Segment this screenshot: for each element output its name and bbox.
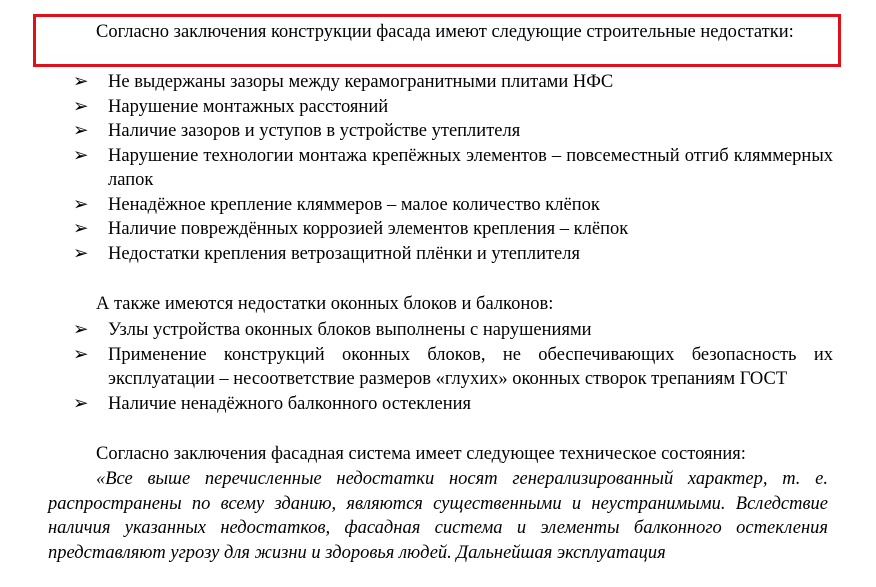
list-item: ➢ Узлы устройства оконных блоков выполнены с нарушениями — [73, 318, 833, 343]
arrow-bullet-icon: ➢ — [73, 219, 89, 239]
arrow-bullet-icon: ➢ — [73, 194, 89, 215]
arrow-bullet-icon: ➢ — [73, 320, 89, 340]
arrow-bullet-icon: ➢ — [73, 243, 89, 264]
arrow-bullet-icon: ➢ — [73, 121, 89, 141]
facade-defects-list — [73, 70, 833, 266]
windows-intro: А также имеются недостатки оконных блоков и балконов: — [96, 294, 554, 314]
window-defects-list — [73, 318, 833, 416]
list-item: ➢ Ненадёжное крепление кляммеров – малое количество клёпок — [73, 193, 833, 218]
quote-paragraph: «Все выше перечисленные недостатки носят генерализированный характер, т. е. распространены по всему зданию, являются существенными и неустранимыми. Вследствие наличия указанных недостатков, фасадная система и элементы балконного остекления представляют угрозу для жизни и здоровья людей. Дальнейшая эксплуатация — [48, 469, 828, 563]
conclusion-paragraph: Согласно заключения фасадная система имеет следующее техническое состояния: — [96, 444, 746, 464]
list-item: ➢ Недостатки крепления ветрозащитной плёнки и утеплителя — [73, 242, 833, 267]
arrow-bullet-icon: ➢ — [73, 72, 89, 92]
arrow-bullet-icon: ➢ — [73, 344, 89, 365]
arrow-bullet-icon: ➢ — [73, 96, 89, 117]
intro-paragraph: Согласно заключения конструкции фасада имеют следующие строительные недостатки: — [96, 22, 794, 42]
arrow-bullet-icon: ➢ — [73, 145, 89, 166]
list-item: ➢ Наличие ненадёжного балконного остекления — [73, 392, 833, 417]
list-item: ➢ Применение конструкций оконных блоков, не обеспечивающих безопасность их эксплуатации – несоответствие размеров «глухих» оконных створок трепаниям ГОСТ — [73, 344, 833, 389]
list-item: ➢ Не выдержаны зазоры между керамогранитными плитами НФС — [73, 70, 833, 95]
list-item: ➢ Нарушение монтажных расстояний — [73, 95, 833, 120]
arrow-bullet-icon: ➢ — [73, 393, 89, 414]
list-item: ➢ Наличие повреждённых коррозией элементов крепления – клёпок — [73, 217, 833, 242]
list-item: ➢ Нарушение технологии монтажа крепёжных элементов – повсеместный отгиб кляммерных лапок — [73, 145, 833, 190]
list-item: ➢ Наличие зазоров и уступов в устройстве утеплителя — [73, 119, 833, 144]
